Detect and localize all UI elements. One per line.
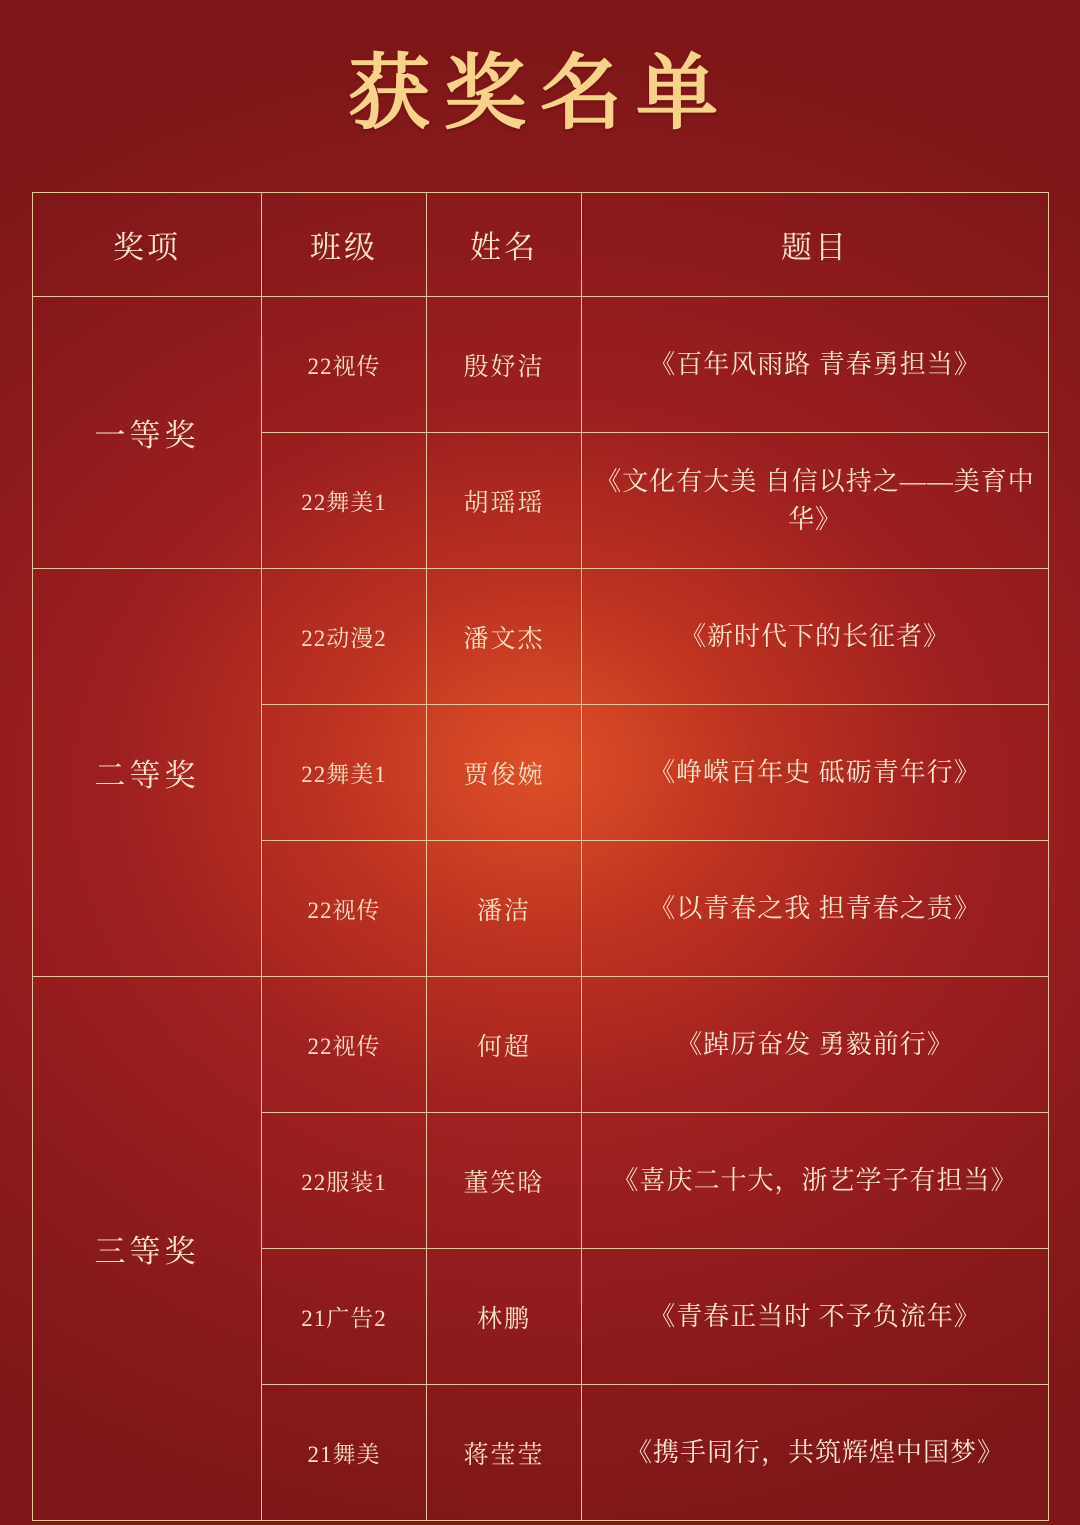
table-row [33,297,1049,433]
cell-class: 22舞美1 [262,705,427,841]
cell-topic: 《峥嵘百年史 砥砺青年行》 [582,705,1049,841]
cell-name: 何超 [427,977,582,1113]
cell-name: 殷妤洁 [427,297,582,433]
column-header-class: 班级 [262,193,427,297]
column-header-topic: 题目 [582,193,1049,297]
cell-class: 22舞美1 [262,433,427,569]
cell-name: 蒋莹莹 [427,1385,582,1521]
cell-class: 21广告2 [262,1249,427,1385]
cell-topic: 《青春正当时 不予负流年》 [582,1249,1049,1385]
table-header-row [33,193,1049,297]
cell-topic: 《新时代下的长征者》 [582,569,1049,705]
page-title: 获奖名单 [347,45,732,141]
cell-topic: 《百年风雨路 青春勇担当》 [582,297,1049,433]
cell-topic: 《文化有大美 自信以持之——美育中华》 [582,433,1049,569]
cell-topic: 《以青春之我 担青春之责》 [582,841,1049,977]
award-group-label: 一等奖 [33,297,262,569]
cell-class: 22视传 [262,841,427,977]
cell-name: 潘洁 [427,841,582,977]
award-table-container [32,192,1048,1521]
cell-topic: 《喜庆二十大，浙艺学子有担当》 [582,1113,1049,1249]
cell-class: 22视传 [262,297,427,433]
cell-name: 潘文杰 [427,569,582,705]
cell-topic: 《携手同行，共筑辉煌中国梦》 [582,1385,1049,1521]
cell-class: 22视传 [262,977,427,1113]
cell-name: 董笑晗 [427,1113,582,1249]
award-group-label: 二等奖 [33,569,262,977]
table-header [33,193,1049,297]
table-body [33,297,1049,1521]
cell-name: 胡瑶瑶 [427,433,582,569]
table-row [33,977,1049,1113]
cell-class: 22动漫2 [262,569,427,705]
cell-name: 林鹏 [427,1249,582,1385]
cell-topic: 《踔厉奋发 勇毅前行》 [582,977,1049,1113]
column-header-name: 姓名 [427,193,582,297]
cell-name: 贾俊婉 [427,705,582,841]
cell-class: 22服装1 [262,1113,427,1249]
award-list-table [32,192,1049,1521]
award-group-label: 三等奖 [33,977,262,1521]
table-row [33,569,1049,705]
column-header-award: 奖项 [33,193,262,297]
cell-class: 21舞美 [262,1385,427,1521]
